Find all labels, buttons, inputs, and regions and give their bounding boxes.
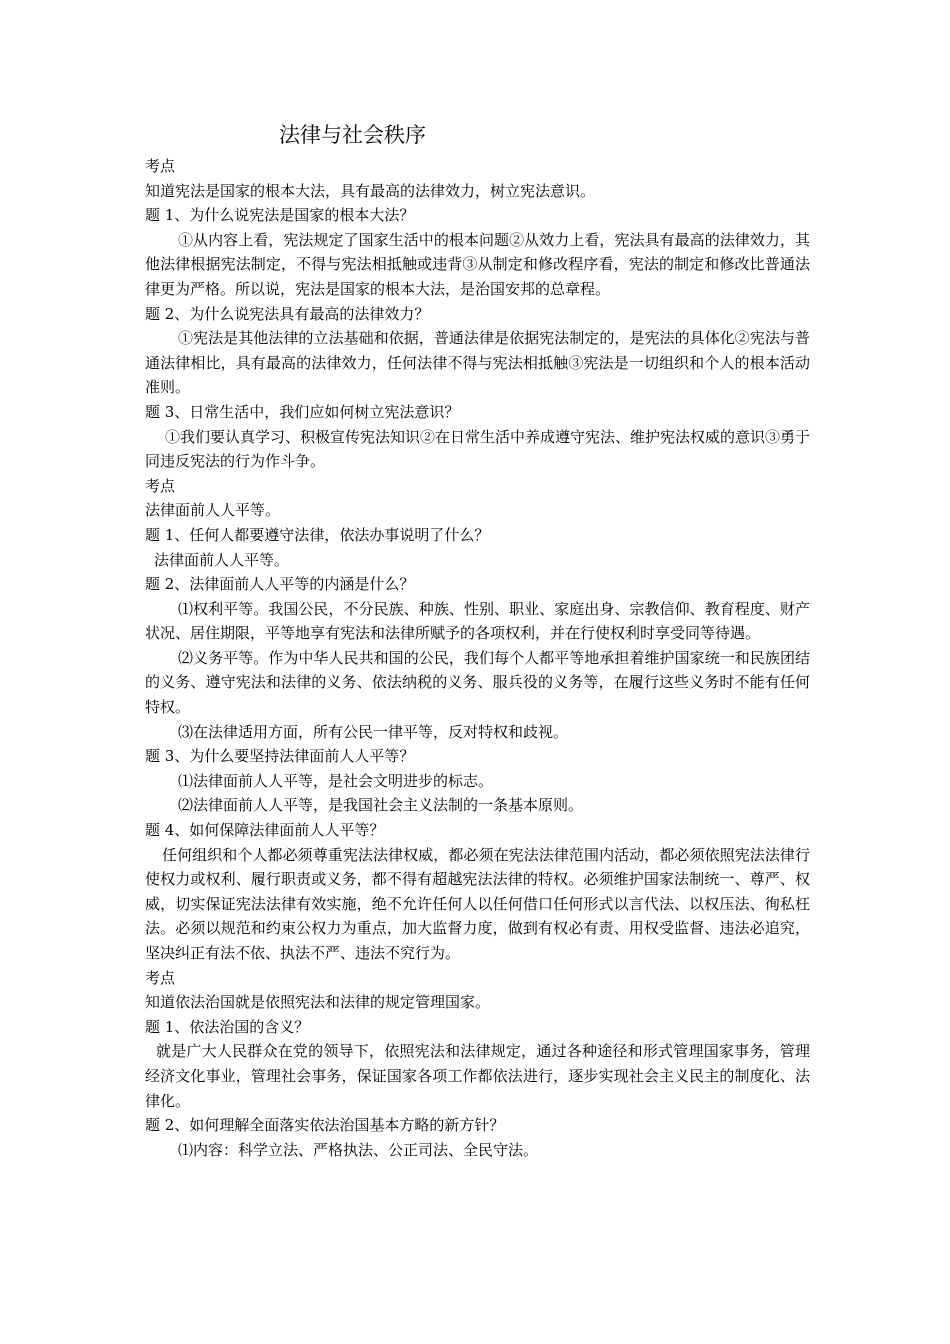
section-intro: 知道宪法是国家的根本大法，具有最高的法律效力，树立宪法意识。 bbox=[145, 181, 596, 200]
section-heading: 考点 bbox=[145, 476, 176, 495]
answer-item: ⑴内容：科学立法、严格执法、公正司法、全民守法。 bbox=[178, 1140, 539, 1159]
answer-item: ⑵义务平等。作为中华人民共和国的公民，我们每个人都平等地承担着维护国家统一和民族团结的义务、遵守宪法和法律的义务、依法纳税的义务、服兵役的义务等，在履行这些义务时不能有任何特权。 bbox=[145, 648, 810, 717]
question: 题 2、法律面前人人平等的内涵是什么？ bbox=[145, 575, 415, 594]
document-page bbox=[145, 118, 810, 1162]
answer: 任何组织和个人都必须尊重宪法法律权威，都必须在宪法法律范围内活动，都必须依照宪法法律行使权力或权利、履行职责或义务，都不得有超越宪法法律的特权。必须维护国家法制统一、尊严、权威，切实保证宪法法律有效实施，绝不允许任何人以任何借口任何形式以言代法、以权压法、徇私枉法。必须以规范和约束公权力为重点，加大监督力度，做到有权必有责、用权受监督、违法必追究，坚决纠正有法不依、执法不严、违法不究行为。 bbox=[145, 845, 810, 962]
answer: 法律面前人人平等。 bbox=[154, 550, 290, 569]
question: 题 2、如何理解全面落实依法治国基本方略的新方针？ bbox=[145, 1116, 505, 1135]
answer-item: ⑶在法律适用方面，所有公民一律平等，反对特权和歧视。 bbox=[178, 722, 569, 741]
answer-item: ⑵法律面前人人平等，是我国社会主义法制的一条基本原则。 bbox=[178, 796, 584, 815]
answer: ①宪法是其他法律的立法基础和依据，普通法律是依据宪法制定的，是宪法的具体化②宪法与普通法律相比，具有最高的法律效力，任何法律不得与宪法相抵触③宪法是一切组织和个人的根本活动准则。 bbox=[145, 329, 810, 397]
answer: 就是广大人民群众在党的领导下，依照宪法和法律规定，通过各种途径和形式管理国家事务，管理经济文化事业，管理社会事务，保证国家各项工作都依法进行，逐步实现社会主义民主的制度化、法律化。 bbox=[145, 1042, 810, 1110]
question: 题 4、如何保障法律面前人人平等？ bbox=[145, 821, 385, 840]
question: 题 1、为什么说宪法是国家的根本大法？ bbox=[145, 206, 415, 225]
answer: ①我们要认真学习、积极宣传宪法知识②在日常生活中养成遵守宪法、维护宪法权威的意识③勇于同违反宪法的行为作斗争。 bbox=[145, 427, 811, 471]
question: 题 3、为什么要坚持法律面前人人平等？ bbox=[145, 747, 415, 766]
document-title: 法律与社会秩序 bbox=[279, 123, 426, 147]
answer-item: ⑴法律面前人人平等，是社会文明进步的标志。 bbox=[178, 771, 494, 790]
section-heading: 考点 bbox=[145, 157, 176, 175]
section-intro: 法律面前人人平等。 bbox=[145, 501, 281, 520]
section-intro: 知道依法治国就是依照宪法和法律的规定管理国家。 bbox=[145, 993, 491, 1012]
section-heading: 考点 bbox=[145, 968, 176, 987]
question: 题 1、依法治国的含义？ bbox=[145, 1017, 310, 1036]
answer: ①从内容上看，宪法规定了国家生活中的根本问题②从效力上看，宪法具有最高的法律效力，其他法律根据宪法制定，不得与宪法相抵触或违背③从制定和修改程序看，宪法的制定和修改比普通法律更为严格。所以说，宪法是国家的根本大法，是治国安邦的总章程。 bbox=[145, 230, 810, 298]
answer-item: ⑴权利平等。我国公民，不分民族、种族、性别、职业、家庭出身、宗教信仰、教育程度、财产状况、居住期限，平等地享有宪法和法律所赋予的各项权利，并在行使权利时享受同等待遇。 bbox=[145, 599, 810, 643]
question: 题 2、为什么说宪法具有最高的法律效力？ bbox=[145, 304, 430, 323]
question: 题 1、任何人都要遵守法律，依法办事说明了什么？ bbox=[145, 525, 490, 544]
question: 题 3、日常生活中，我们应如何树立宪法意识？ bbox=[145, 402, 460, 421]
